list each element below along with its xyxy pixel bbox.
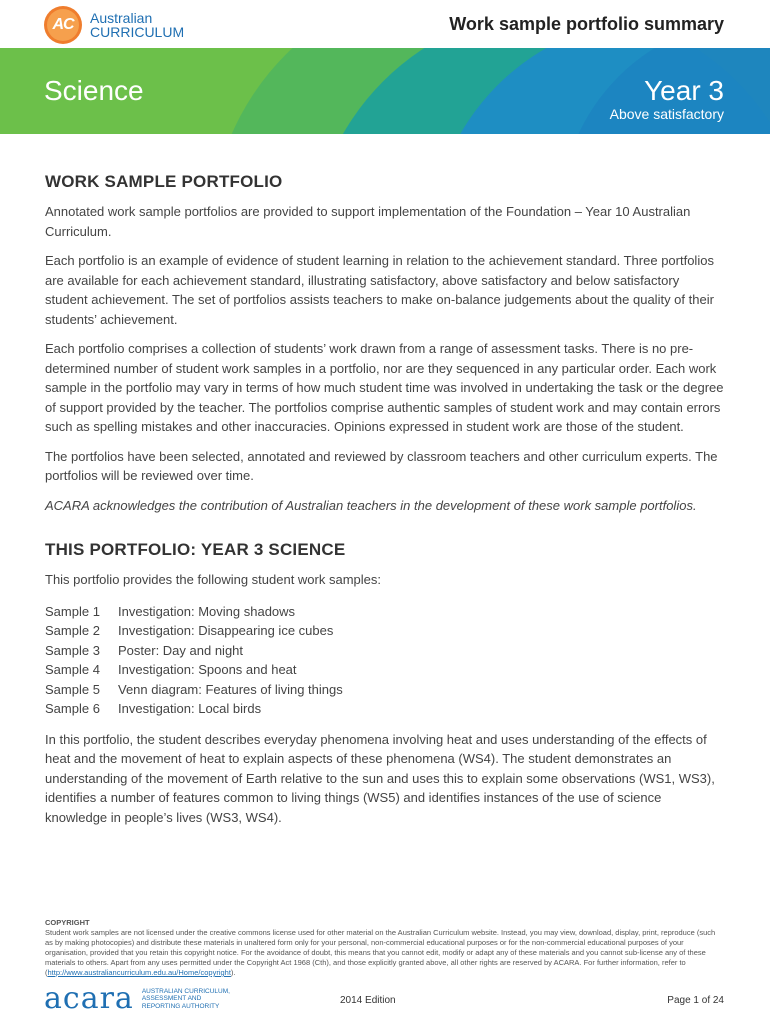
sample-title: Venn diagram: Features of living things [118, 681, 343, 697]
list-item [45, 680, 725, 700]
page-header [0, 0, 770, 48]
paragraph: Annotated work sample portfolios are provided to support implementation of the Foundation – Year 10 Australian Curriculum. [45, 204, 691, 239]
sample-title: Investigation: Moving shadows [118, 603, 296, 619]
acara-logo [44, 981, 230, 1016]
subject-title: Science [44, 75, 144, 106]
acara-wordmark: acara [44, 981, 134, 1016]
ac-logo-icon: AC [44, 6, 82, 44]
australian-curriculum-logo [44, 6, 184, 44]
sample-title: Poster: Day and night [118, 642, 244, 658]
paragraph: Each portfolio comprises a collection of students’ work drawn from a range of assessment tasks. There is no pre-determined number of student work samples in a portfolio, nor are they sequenced in any particular order. Each work sample in the portfolio may vary in terms of how much student time was involved in undertaking the task or the degree of support provided by the teacher. The portfolios comprise authentic samples of student work and may contain errors such as spelling mistakes and other inaccuracies. Opinions expressed in student work are those of the student. [45, 341, 724, 434]
sample-label: Sample 2 [45, 623, 100, 638]
logo-text [90, 11, 184, 39]
year-level: Year 3 [644, 75, 724, 106]
list-item [45, 602, 725, 622]
list-item [45, 699, 725, 719]
copyright-text-end: ). [230, 968, 236, 977]
sample-title: Investigation: Disappearing ice cubes [118, 623, 334, 638]
section-heading-work-sample-portfolio: WORK SAMPLE PORTFOLIO [45, 172, 283, 191]
acara-name-line3: REPORTING AUTHORITY [141, 1002, 220, 1010]
sample-title: Investigation: Spoons and heat [118, 662, 297, 677]
copyright-link[interactable]: http://www.australiancurriculum.edu.au/Home/copyright [47, 968, 231, 977]
paragraph: The portfolios have been selected, annotated and reviewed by classroom teachers and other curriculum experts. The portfolios will be reviewed over time. [45, 448, 718, 483]
acara-name-line2: ASSESSMENT AND [141, 995, 202, 1003]
main-content [45, 172, 725, 827]
logo-line1: Australian [90, 10, 153, 26]
sample-label: Sample 4 [45, 662, 100, 677]
samples-intro: This portfolio provides the following student work samples: [45, 572, 381, 587]
edition-label: 2014 Edition [340, 995, 396, 1006]
logo-line2: CURRICULUM [90, 24, 185, 40]
document-title: Work sample portfolio summary [449, 14, 724, 34]
sample-label: Sample 1 [45, 603, 100, 619]
list-item [45, 641, 725, 661]
achievement-level: Above satisfactory [609, 106, 724, 122]
paragraph: Each portfolio is an example of evidence of student learning in relation to the achievement standard. Three portfolios are available for each achievement standard, illustrating satisfactory, above satisfactory and below satisfactory student achievement. The set of portfolios assists teachers to make on-balance judgements about the quality of their students’ achievement. [45, 253, 714, 327]
copyright-title: COPYRIGHT [45, 918, 90, 927]
copyright-notice [45, 918, 725, 978]
sample-label: Sample 5 [45, 681, 100, 697]
sample-title: Investigation: Local birds [118, 701, 262, 716]
list-item [45, 660, 725, 680]
acara-name-line1: AUSTRALIAN CURRICULUM, [141, 987, 230, 995]
sample-list [45, 602, 725, 719]
acknowledgement: ACARA acknowledges the contribution of Australian teachers in the development of these work sample portfolios. [45, 497, 697, 513]
acara-fullname [142, 988, 230, 1011]
sample-label: Sample 3 [45, 642, 100, 658]
page-number: Page 1 of 24 [667, 995, 724, 1006]
section-heading-this-portfolio: THIS PORTFOLIO: YEAR 3 SCIENCE [45, 540, 346, 559]
portfolio-summary: In this portfolio, the student describes everyday phenomena involving heat and uses understanding of the effects of heat and the movement of heat to explain aspects of these phenomena (WS4). The student demonstrates an understanding of the movement of Earth relative to the sun and uses this to explain some observations (WS1, WS3), identifies a number of features common to living things (WS5) and identifies instances of the use of science knowledge in people’s lives (WS3, WS4). [45, 731, 715, 825]
subject-banner [0, 48, 770, 134]
list-item [45, 621, 725, 641]
sample-label: Sample 6 [45, 701, 100, 716]
copyright-text: Student work samples are not licensed under the creative commons license used for other material on the Australian Curriculum website. Instead, you may view, download, display, print, reproduce (such as by making photocopies) and distribute these materials in unaltered form only for your personal, non-commercial educational purposes or for the non-commercial educational purposes of your organisation, provided that you retain this copyright notice. For the avoidance of doubt, this means that you cannot edit, modify or adapt any of these materials and you cannot sub-license any of these materials to others. Apart from any uses permitted under the Copyright Act 1968 (Cth), and those explicitly granted above, all other rights are reserved by ACARA. For further information, refer to ( [45, 928, 716, 977]
